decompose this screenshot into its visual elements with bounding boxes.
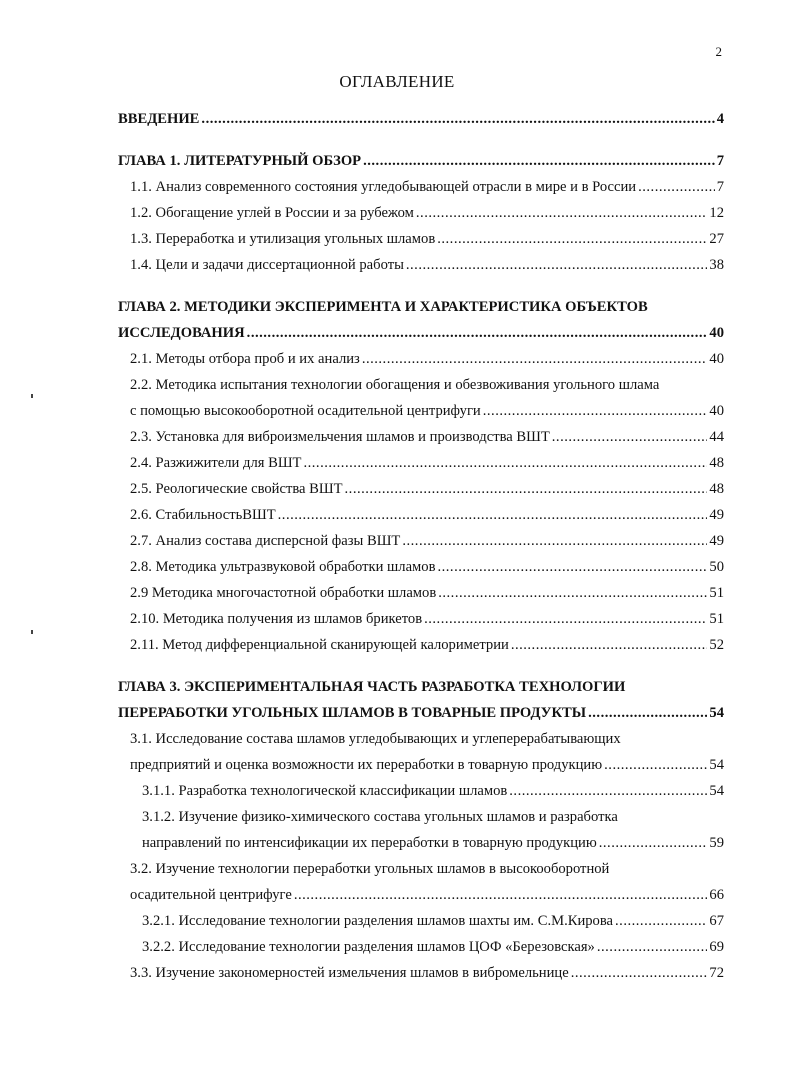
page-number: 2	[715, 44, 722, 59]
toc-entry-3-1-2[interactable]: 3.1.2. Изучение физико-химического состава угольных шламов и разработка направлений по интенсификации их переработки в товарную продукцию ..... 59	[118, 804, 724, 856]
toc-entry-1-2[interactable]: 1.2. Обогащение углей в России и за рубежом ..... 12	[118, 200, 724, 226]
toc-entry-3-1[interactable]: 3.1. Исследование состава шламов угледобывающих и углеперерабатывающих предприятий и оценка возможности их переработки в товарную продукцию ..... 54	[118, 726, 724, 778]
toc-entry-2-5[interactable]: 2.5. Реологические свойства ВШТ ..... 48	[118, 476, 724, 502]
toc-entry-2-10[interactable]: 2.10. Методика получения из шламов брикетов ..... 51	[118, 606, 724, 632]
toc-entry-2-3[interactable]: 2.3. Установка для виброизмельчения шламов и производства ВШТ ..... 44	[118, 424, 724, 450]
toc-entry-chapter-2[interactable]: ГЛАВА 2. МЕТОДИКИ ЭКСПЕРИМЕНТА И ХАРАКТЕРИСТИКА ОБЪЕКТОВ ИССЛЕДОВАНИЯ ..... 40	[118, 294, 724, 346]
toc-entry-1-1[interactable]: 1.1. Анализ современного состояния угледобывающей отрасли в мире и в России ..... 7	[118, 174, 724, 200]
toc-entry-2-7[interactable]: 2.7. Анализ состава дисперсной фазы ВШТ ..... 49	[118, 528, 724, 554]
toc-entry-1-4[interactable]: 1.4. Цели и задачи диссертационной работы ..... 38	[118, 252, 724, 278]
toc-entry-2-11[interactable]: 2.11. Метод дифференциальной сканирующей калориметрии ..... 52	[118, 632, 724, 658]
table-of-contents	[118, 104, 724, 986]
toc-entry-2-9[interactable]: 2.9 Методика многочастотной обработки шламов ..... 51	[118, 580, 724, 606]
toc-entry-3-2[interactable]: 3.2. Изучение технологии переработки угольных шламов в высокооборотной осадительной центрифуге ..... 66	[118, 856, 724, 908]
toc-entry-2-1[interactable]: 2.1. Методы отбора проб и их анализ ..... 40	[118, 346, 724, 372]
toc-entry-chapter-1[interactable]: ГЛАВА 1. ЛИТЕРАТУРНЫЙ ОБЗОР ..... 7	[118, 148, 724, 174]
toc-entry-2-2[interactable]: 2.2. Методика испытания технологии обогащения и обезвоживания угольного шлама с помощью высокооборотной осадительной центрифуги ..... 40	[118, 372, 724, 424]
toc-entry-introduction[interactable]: ВВЕДЕНИЕ ..... 4	[118, 106, 724, 132]
scan-mark	[31, 394, 33, 398]
toc-entry-1-3[interactable]: 1.3. Переработка и утилизация угольных шламов ..... 27	[118, 226, 724, 252]
toc-entry-2-4[interactable]: 2.4. Разжижители для ВШТ ..... 48	[118, 450, 724, 476]
toc-entry-3-3[interactable]: 3.3. Изучение закономерностей измельчения шламов в вибромельнице ..... 72	[118, 960, 724, 986]
toc-entry-3-1-1[interactable]: 3.1.1. Разработка технологической классификации шламов ..... 54	[118, 778, 724, 804]
toc-entry-3-2-1[interactable]: 3.2.1. Исследование технологии разделения шламов шахты им. С.М.Кирова ..... 67	[118, 908, 724, 934]
page-title: ОГЛАВЛЕНИЕ	[339, 72, 455, 91]
toc-entry-2-8[interactable]: 2.8. Методика ультразвуковой обработки шламов ..... 50	[118, 554, 724, 580]
scan-mark	[31, 630, 33, 634]
toc-entry-2-6[interactable]: 2.6. СтабильностьВШТ ..... 49	[118, 502, 724, 528]
toc-entry-chapter-3[interactable]: ГЛАВА 3. ЭКСПЕРИМЕНТАЛЬНАЯ ЧАСТЬ РАЗРАБОТКА ТЕХНОЛОГИИ ПЕРЕРАБОТКИ УГОЛЬНЫХ ШЛАМОВ В ТОВАРНЫЕ ПРОДУКТЫ ..... 54	[118, 674, 724, 726]
toc-entry-3-2-2[interactable]: 3.2.2. Исследование технологии разделения шламов ЦОФ «Березовская» ..... 69	[118, 934, 724, 960]
